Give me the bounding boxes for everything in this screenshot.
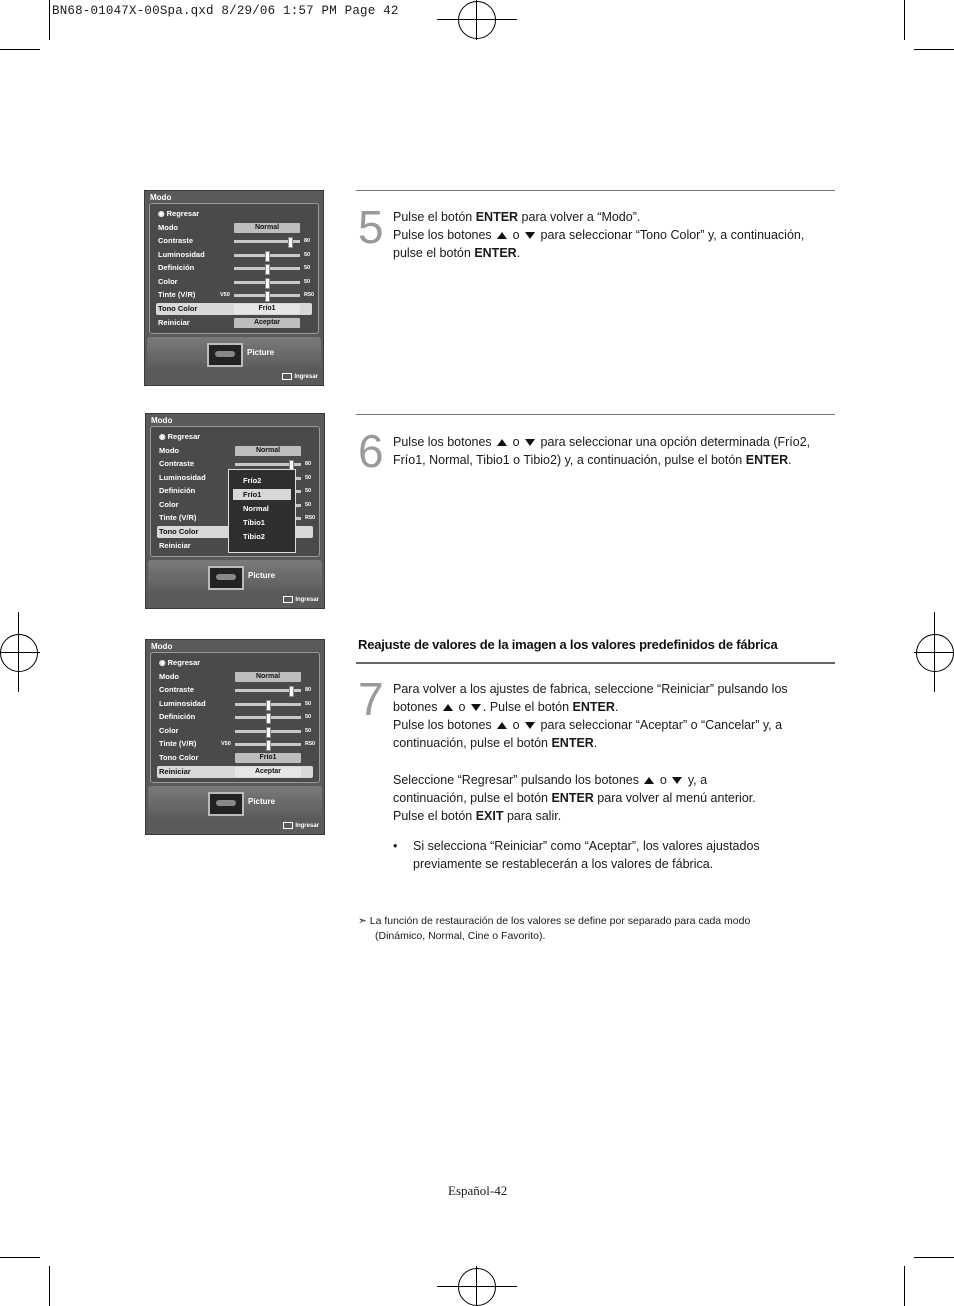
tv-picture-icon: [208, 566, 244, 590]
crop-mark: [914, 49, 954, 50]
picture-label: Picture: [248, 797, 276, 806]
crop-mark: [0, 49, 40, 50]
up-arrow-icon: [497, 232, 507, 239]
osd-item-tinte[interactable]: Tinte (V/R) V50 R50: [156, 289, 312, 301]
osd-item-regresar[interactable]: ◉ Regresar: [158, 209, 200, 218]
osd-item-luminosidad[interactable]: Luminosidad 50: [159, 473, 312, 482]
osd-item-definicion[interactable]: Definición 50: [156, 262, 312, 274]
section-rule: [356, 662, 835, 664]
step7-text: Para volver a los ajustes de fabrica, seleccione “Reiniciar” pulsando los botones o . Pulse el botón ENTER. Pulse los botones o para seleccionar “Aceptar” o “Cancelar” y, a continuación, pulse el botón ENTER. Seleccione “Regresar” pulsando los botones o y, a continuación, pulse el botón ENTER para volver al menú anterior. Pulse el botón EXIT para salir.: [393, 682, 788, 823]
enter-hint: Ingresar: [282, 373, 318, 380]
step7-bullet-text: Si selecciona “Reiniciar” como “Aceptar”, los valores ajustados previamente se restablecerán a los valores de fábrica.: [413, 839, 760, 871]
osd-title: Modo: [151, 642, 173, 651]
step-number: 5: [358, 201, 384, 253]
enter-icon: [283, 822, 293, 829]
osd-panel: [149, 203, 319, 334]
section-rule: [356, 414, 835, 415]
osd-item-color[interactable]: Color 50: [159, 500, 312, 509]
section-rule: [356, 190, 835, 191]
page-number: Español-42: [448, 1183, 508, 1198]
up-arrow-icon: [443, 704, 453, 711]
note: ➣ La función de restauración de los valores se define por separado para cada modo (Dinámico, Normal, Cine o Favorito).: [358, 915, 751, 942]
crop-mark: [49, 1266, 50, 1306]
dropdown-option[interactable]: Normal: [243, 504, 269, 513]
osd-item-color[interactable]: Color 50: [157, 725, 313, 737]
up-arrow-icon: [497, 439, 507, 446]
osd-item-tono-color[interactable]: Tono Color Frío1: [156, 303, 312, 315]
dropdown-option[interactable]: Tibio2: [243, 532, 265, 541]
enter-icon: [282, 373, 292, 380]
down-arrow-icon: [471, 704, 481, 711]
osd-menu-tono-dropdown: [145, 413, 325, 609]
tv-picture-icon: [207, 343, 243, 367]
osd-item-color[interactable]: Color 50: [156, 276, 312, 288]
osd-item-tono-color[interactable]: Tono Color: [157, 526, 313, 538]
dropdown-option[interactable]: Frío2: [243, 476, 262, 485]
osd-title: Modo: [151, 416, 173, 425]
osd-item-tono-color[interactable]: Tono Color Frío1: [157, 752, 313, 764]
section-heading: Reajuste de valores de la imagen a los valores predefinidos de fábrica: [358, 637, 778, 652]
dropdown-option-selected[interactable]: Frío1: [233, 489, 291, 500]
osd-item-contraste[interactable]: Contraste 80: [156, 235, 312, 247]
crop-mark: [904, 1266, 905, 1306]
osd-item-regresar[interactable]: ◉ Regresar: [159, 432, 201, 441]
osd-item-tinte[interactable]: Tinte (V/R) R50: [159, 513, 316, 522]
down-arrow-icon: [525, 722, 535, 729]
step-number: 7: [358, 673, 384, 725]
osd-item-contraste[interactable]: Contraste 80: [157, 684, 313, 696]
crop-mark: [49, 0, 50, 40]
osd-footer: [148, 560, 322, 592]
osd-item-reiniciar[interactable]: Reiniciar Aceptar: [156, 317, 312, 329]
osd-item-modo[interactable]: Modo Normal: [157, 445, 313, 457]
down-arrow-icon: [672, 777, 682, 784]
dropdown-option[interactable]: Tibio1: [243, 518, 265, 527]
crop-mark: [0, 1257, 40, 1258]
osd-menu-tono-color: [144, 190, 324, 386]
tv-picture-icon: [208, 792, 244, 816]
tono-color-dropdown: [228, 469, 296, 553]
picture-label: Picture: [247, 348, 275, 357]
osd-item-contraste[interactable]: Contraste 80: [157, 458, 313, 470]
osd-item-definicion[interactable]: Definición 50: [157, 711, 313, 723]
step7-bullet-mark: •: [393, 839, 398, 853]
osd-item-modo[interactable]: Modo Normal: [157, 671, 313, 683]
down-arrow-icon: [525, 439, 535, 446]
up-arrow-icon: [497, 722, 507, 729]
osd-menu-reiniciar: [145, 639, 325, 835]
step6-text: Pulse los botones o para seleccionar una opción determinada (Frío2, Frío1, Normal, Tibio1 o Tibio2) y, a continuación, pulse el botón ENTER.: [393, 435, 811, 467]
osd-item-reiniciar[interactable]: Reiniciar: [159, 541, 191, 550]
osd-footer: [148, 786, 322, 818]
osd-item-definicion[interactable]: Definición 50: [159, 486, 312, 495]
down-arrow-icon: [525, 232, 535, 239]
osd-panel: [150, 652, 320, 783]
osd-item-modo[interactable]: Modo Normal: [156, 222, 312, 234]
osd-item-reiniciar[interactable]: Reiniciar Aceptar: [157, 766, 313, 778]
crop-mark: [914, 1257, 954, 1258]
osd-footer: [147, 337, 321, 369]
picture-label: Picture: [248, 571, 276, 580]
up-arrow-icon: [644, 777, 654, 784]
osd-item-regresar[interactable]: ◉ Regresar: [159, 658, 201, 667]
osd-item-tinte[interactable]: Tinte (V/R) V50 R50: [157, 738, 313, 750]
step-number: 6: [358, 425, 384, 477]
osd-item-luminosidad[interactable]: Luminosidad 50: [156, 249, 312, 261]
enter-hint: Ingresar: [283, 596, 319, 603]
osd-item-luminosidad[interactable]: Luminosidad 50: [157, 698, 313, 710]
osd-title: Modo: [150, 193, 172, 202]
step5-text: Pulse el botón ENTER para volver a “Modo”. Pulse los botones o para seleccionar “Tono Color” y, a continuación, pulse el botón ENTER.: [393, 210, 805, 260]
enter-icon: [283, 596, 293, 603]
crop-mark: [904, 0, 905, 40]
note-arrow-icon: ➣: [358, 915, 367, 927]
file-slug: BN68-01047X-00Spa.qxd 8/29/06 1:57 PM Page 42: [52, 4, 399, 18]
enter-hint: Ingresar: [283, 822, 319, 829]
